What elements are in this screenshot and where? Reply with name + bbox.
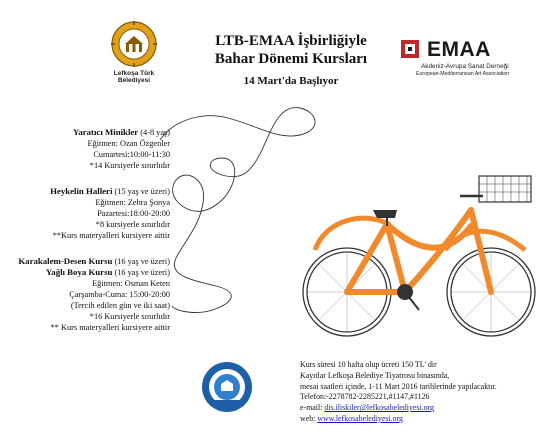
course-title-line-2 xyxy=(4,267,170,278)
info-line: mesai saatleri içinde, 1-11 Mart 2016 tarihlerinde yapılacaktır. xyxy=(300,381,497,391)
course-teacher: Eğitmen: Osman Keten xyxy=(92,279,170,288)
page-subtitle: 14 Mart'da Başlıyor xyxy=(243,75,339,87)
info-email-line xyxy=(300,403,550,414)
emaa-subtitle-tr: Akdeniz-Avrupa Sanat Derneği xyxy=(421,63,509,70)
info-web-line xyxy=(300,414,550,425)
registration-info xyxy=(300,360,550,425)
bicycle-illustration xyxy=(295,170,545,345)
course-teacher: Eğitmen: Ozan Özgenler xyxy=(87,139,170,148)
ltb-logo-caption xyxy=(96,70,172,84)
course-block-karakalem-yagli-boya xyxy=(4,256,170,333)
email-label: e-mail: xyxy=(300,403,325,413)
course-age: (4-8 yaş) xyxy=(138,128,170,137)
page-title: LTB-EMAA İşbirliğiyle xyxy=(215,33,367,49)
course-block-heykelin-halleri xyxy=(20,186,170,241)
info-phone: Telefon:-2278782-2285221,#1147,#1126 xyxy=(300,392,430,402)
course-schedule: Cumartesi:10:00-11:30 xyxy=(93,150,170,159)
page-title-line-2: Bahar Dönemi Kursları xyxy=(214,51,368,67)
course-title: Karakalem-Desen Kursu xyxy=(18,256,113,266)
emaa-subtitle-en: European-Mediterranean Art Association xyxy=(416,71,510,77)
course-note: **Kurs materyalleri kursiyere aittir xyxy=(52,231,170,240)
ltb-logo-caption-line: Lefkoşa Türk xyxy=(113,70,155,77)
course-note: ** Kurs materyalleri kursiyere aittir xyxy=(50,323,170,332)
course-block-yaratici-minikler xyxy=(20,127,170,171)
quality-badge xyxy=(200,360,254,414)
web-link[interactable]: www.lefkosabelediyesi.org xyxy=(317,413,403,423)
course-age: (16 yaş ve üzeri) xyxy=(112,257,170,266)
course-note: *14 Kursiyerle sınırlıdır xyxy=(89,161,170,170)
course-schedule: Pazartesi:18:00-20:00 xyxy=(97,209,170,218)
email-link[interactable]: dis.iliskiler@lefkosabelediyesi.org xyxy=(324,403,435,413)
course-title: Yaratıcı Minikler xyxy=(72,127,139,137)
course-title-2: Yağlı Boya Kursu xyxy=(45,267,113,277)
course-title-line xyxy=(20,186,170,197)
course-schedule: Çarşamba-Cuma: 15:00-20:00 xyxy=(69,290,170,299)
course-schedule-note: (Tercih edilen gün ve iki saat) xyxy=(70,301,170,310)
course-title-line xyxy=(20,127,170,138)
web-label: web: xyxy=(300,413,318,423)
course-age: (15 yaş ve üzeri) xyxy=(112,187,170,196)
ltb-logo-caption-line: Belediyesi xyxy=(117,77,151,84)
course-note: *8 kursiyerle sınırlıdır xyxy=(95,220,170,229)
course-note: *16 Kursiyerle sınırlıdır xyxy=(89,312,170,321)
title-block xyxy=(186,32,396,88)
info-line: Kayıtlar Lefkoşa Belediye Tiyatrosu binasında, xyxy=(300,370,450,380)
course-teacher: Eğitmen: Zehra Şonya xyxy=(95,198,170,207)
course-title: Heykelin Halleri xyxy=(50,186,113,196)
course-age-2: (16 yaş ve üzeri) xyxy=(112,268,170,277)
course-title-line xyxy=(4,256,170,267)
info-line: Kurs süresi 10 hafta olup ücreti 150 TL' dir xyxy=(300,360,437,369)
emaa-wordmark: EMAA xyxy=(427,38,491,61)
